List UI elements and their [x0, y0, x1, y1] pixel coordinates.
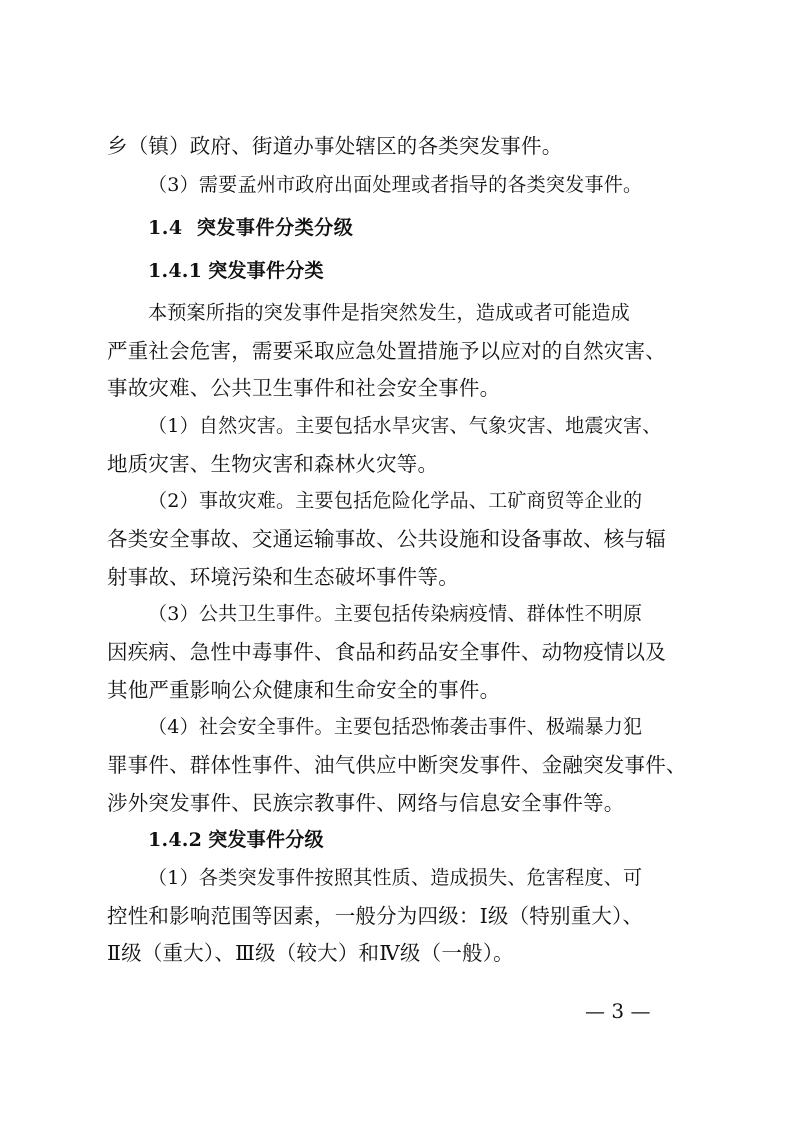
paragraph-line: （3）需要孟州市政府出面处理或者指导的各类突发事件。	[148, 174, 643, 196]
section-heading-1-4-2	[148, 826, 738, 854]
section-number: 1.4	[148, 217, 183, 239]
section-title: 突发事件分级	[208, 829, 324, 851]
paragraph-line: 事故灾难、公共卫生事件和社会安全事件。	[107, 376, 501, 400]
paragraph-line: （1）自然灾害。主要包括水旱灾害、气象灾害、地震灾害、	[148, 415, 662, 437]
paragraph-line: 涉外突发事件、民族宗教事件、网络与信息安全事件等。	[107, 791, 625, 815]
paragraph-line: 各类安全事故、交通运输事故、公共设施和设备事故、核与辐	[107, 527, 666, 551]
paragraph-line: 地质灾害、生物灾害和森林火灾等。	[107, 452, 439, 476]
paragraph-line: （3）公共卫生事件。主要包括传染病疫情、群体性不明原	[148, 603, 643, 625]
paragraph-line: 射事故、环境污染和生态破坏事件等。	[107, 565, 459, 589]
paragraph-line: （1）各类突发事件按照其性质、造成损失、危害程度、可	[148, 867, 643, 889]
paragraph-line: 其他严重影响公众健康和生命安全的事件。	[107, 678, 501, 702]
paragraph-line: 因疾病、急性中毒事件、食品和药品安全事件、动物疫情以及	[107, 640, 666, 664]
section-number: 1.4.2	[148, 829, 203, 851]
paragraph-line: 本预案所指的突发事件是指突然发生，造成或者可能造成	[148, 302, 630, 324]
section-heading-1-4-1	[148, 257, 738, 285]
section-title: 突发事件分类分级	[196, 217, 354, 239]
paragraph-line: 严重社会危害，需要采取应急处置措施予以应对的自然灾害、	[107, 339, 666, 363]
paragraph-line: （2）事故灾难。主要包括危险化学品、工矿商贸等企业的	[148, 490, 643, 512]
section-number: 1.4.1	[148, 260, 203, 282]
paragraph-line: 控性和影响范围等因素，一般分为四级：Ⅰ级（特别重大）、	[107, 904, 644, 928]
section-title: 突发事件分类	[208, 260, 324, 282]
paragraph-line: Ⅱ级（重大）、Ⅲ级（较大）和Ⅳ级（一般）。	[107, 941, 514, 965]
section-heading-1-4	[148, 214, 738, 242]
page-number: — 3 —	[585, 999, 651, 1023]
paragraph-line: （4）社会安全事件。主要包括恐怖袭击事件、极端暴力犯	[148, 716, 643, 738]
paragraph-line: 罪事件、群体性事件、油气供应中断突发事件、金融突发事件、	[107, 753, 687, 777]
paragraph-line: 乡（镇）政府、街道办事处辖区的各类突发事件。	[107, 134, 563, 158]
